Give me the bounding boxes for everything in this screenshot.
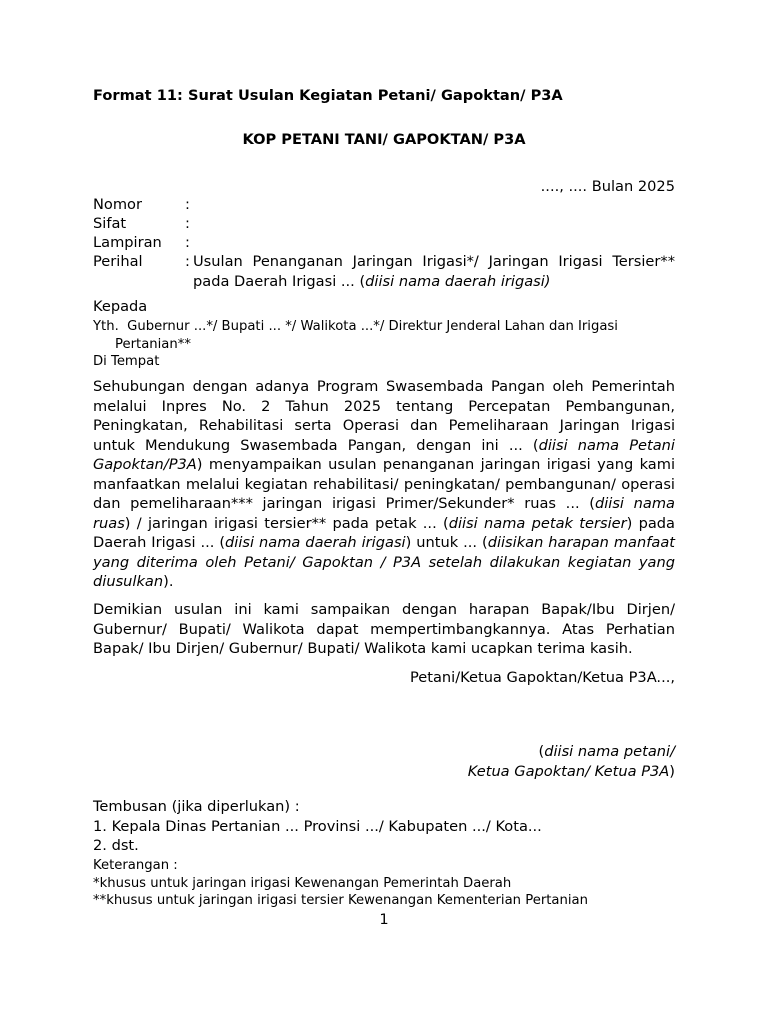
sifat-colon: : — [185, 215, 190, 232]
perihal-main: Usulan Penanganan Jaringan Irigasi*/ Jaringan Irigasi Tersier** pada Daerah Irigasi ... ( — [193, 253, 675, 290]
format-title: Format 11: Surat Usulan Kegiatan Petani/ Gapoktan/ P3A — [93, 87, 563, 104]
signature-open-paren: ( — [538, 743, 545, 760]
sifat-row — [93, 214, 675, 233]
di-tempat: Di Tempat — [93, 354, 160, 369]
keterangan-block — [93, 857, 675, 910]
body-paragraph-1 — [93, 377, 675, 592]
signature-name-line-1 — [93, 742, 675, 762]
kop-heading: KOP PETANI TANI/ GAPOKTAN/ P3A — [242, 131, 526, 148]
tembusan-item-2: 2. dst. — [93, 837, 139, 854]
lampiran-colon: : — [185, 234, 190, 251]
page-number: 1 — [379, 911, 389, 928]
signature-name-italic-2: Ketua Gapoktan/ Ketua P3A — [467, 762, 670, 780]
nomor-row — [93, 195, 675, 214]
nomor-colon: : — [185, 196, 190, 213]
yth-line-1 — [93, 318, 675, 336]
lampiran-row — [93, 233, 675, 252]
tembusan-block — [93, 797, 675, 856]
signature-name-italic-1: diisi nama petani/ — [544, 743, 675, 760]
signature-name-line-2 — [93, 762, 675, 782]
p1-italic-5: diisikan harapan manfaat yang diterima oleh Petani/ Gapoktan / P3A setelah dilakukan kegiatan yang diusulkan — [93, 534, 675, 590]
p1-text-c: ) / jaringan irigasi tersier** pada petak ... ( — [124, 514, 449, 532]
letter-page — [93, 0, 675, 1024]
yth-line-2: Pertanian** — [115, 336, 191, 352]
perihal-text — [193, 252, 675, 291]
sifat-label: Sifat — [93, 215, 127, 232]
lampiran-label: Lampiran — [93, 234, 162, 251]
p1-text-e: ) untuk ... ( — [405, 534, 488, 551]
yth-label: Yth. — [93, 319, 119, 334]
signature-close-paren: ) — [669, 762, 675, 780]
signature-role: Petani/Ketua Gapoktan/Ketua P3A..., — [410, 669, 675, 686]
p1-text-f: ). — [163, 573, 174, 590]
tembusan-title: Tembusan (jika diperlukan) : — [93, 798, 300, 815]
recipient-yth — [93, 318, 675, 371]
p1-text-a: Sehubungan dengan adanya Program Swasembada Pangan oleh Pemerintah melalui Inpres No. 2 Tahun 2025 tentang Percepatan Pembangunan, Peningkatan, Rehabilitasi serta Operasi dan Pemeliharaan Jaringan Irigasi untuk Mendukung Swasembada Pangan, dengan ini ... ( — [93, 378, 675, 454]
signature-name — [93, 742, 675, 781]
tembusan-item-1: 1. Kepala Dinas Pertanian ... Provinsi .../ Kabupaten .../ Kota... — [93, 817, 542, 835]
p1-italic-1: diisi nama Petani Gapoktan/P3A — [93, 436, 675, 473]
perihal-colon: : — [185, 253, 190, 270]
body-paragraph-2: Demikian usulan ini kami sampaikan dengan harapan Bapak/Ibu Dirjen/ Gubernur/ Bupati/ Walikota dapat mempertimbangkannya. Atas Perhatian Bapak/ Ibu Dirjen/ Gubernur/ Bupati/ Walikota kami ucapkan terima kasih. — [93, 601, 675, 657]
perihal-label: Perihal — [93, 253, 143, 270]
p1-italic-3: diisi nama petak tersier — [448, 514, 627, 532]
keterangan-line-1: *khusus untuk jaringan irigasi Kewenangan Pemerintah Daerah — [93, 875, 512, 891]
nomor-label: Nomor — [93, 196, 142, 213]
keterangan-title: Keterangan : — [93, 858, 178, 873]
letter-meta — [93, 195, 675, 290]
letter-date: ...., .... Bulan 2025 — [540, 178, 675, 195]
p1-text-d: ) pada Daerah Irigasi ... ( — [93, 514, 675, 551]
p1-italic-4: diisi nama daerah irigasi — [225, 534, 406, 551]
keterangan-line-2: **khusus untuk jaringan irigasi tersier Kewenangan Kementerian Pertanian — [93, 893, 588, 908]
yth-line-1-text: Gubernur ...*/ Bupati ... */ Walikota ...*/ Direktur Jenderal Lahan dan Irigasi — [127, 319, 618, 334]
p1-italic-2: diisi nama ruas — [93, 495, 675, 532]
recipient-kepada: Kepada — [93, 298, 148, 315]
p1-text-b: ) menyampaikan usulan penanganan jaringan irigasi yang kami manfaatkan melalui kegiatan rehabilitasi/ peningkatan/ pembangunan/ operasi dan pemeliharaan*** jaringan irigasi Primer/Sekunder* ruas ... ( — [93, 456, 675, 512]
perihal-italic: diisi nama daerah irigasi) — [365, 272, 551, 290]
